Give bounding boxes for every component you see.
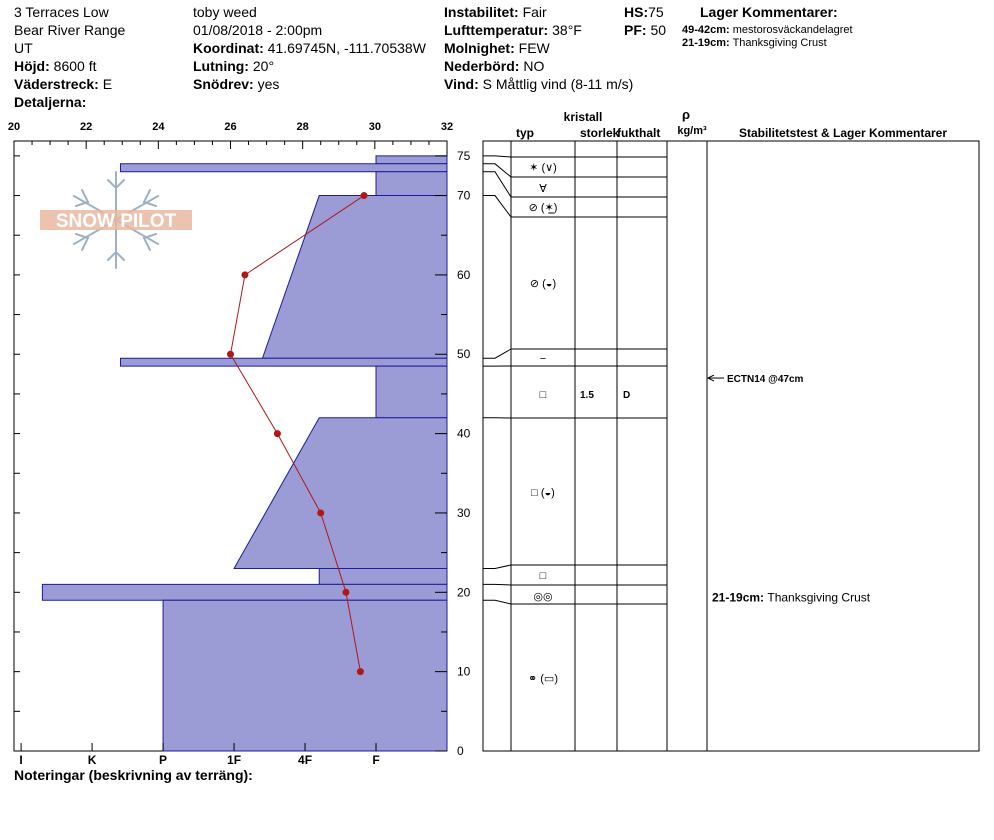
moisture-value: D [623,390,631,401]
hardness-layer-9 [163,600,447,751]
stability-header: Stabilitetstest & Lager Kommentarer [738,126,948,140]
layer-comments-title: Lager Kommentarer: [700,4,838,20]
moisture-header: fukthalt [617,126,661,140]
type-header: typ [516,126,534,140]
temp-tick-label: 20 [7,121,21,133]
clouds-value: FEW [518,40,550,56]
hardness-tick-label: 4F [298,753,313,767]
depth-tick-label: 30 [457,505,471,520]
hardness-layer-0 [376,156,447,164]
pf-value: 50 [650,22,667,38]
airtemp-value: 38°F [552,22,582,38]
depth-tick-label: 60 [457,267,471,282]
temperature-point [274,430,281,437]
depth-tick-label: 75 [457,148,471,163]
depth-tick-label: 10 [457,664,471,679]
location-name: 3 Terraces Low [14,4,109,20]
temperature-point [241,271,248,278]
crystal-type-symbol: ∀ [539,183,547,195]
temperature-point [361,192,368,199]
temp-tick-label: 28 [296,121,309,133]
hardness-layer-3 [262,196,447,359]
drift-label: Snödrev: [193,76,254,92]
layer-comment-1-depth: 49-42cm: [682,24,730,36]
table-comment-depth: 21-19cm: [712,590,768,605]
mountain-range: Bear River Range [14,22,126,38]
crystal-type-symbol: ⊘ (✶̲) [528,202,558,214]
crystal-header: kristall [563,110,603,124]
temp-tick-label: 22 [80,121,93,133]
hardness-tick-label: P [159,753,168,767]
observer: toby weed [193,4,257,20]
crystal-type-symbol: − [539,353,547,365]
hardness-tick-label: F [372,753,380,767]
table-layer-comment [712,590,871,604]
temp-tick-label: 30 [368,121,381,133]
layer-comment-2-text: Thanksgiving Crust [732,37,827,49]
airtemp-label: Lufttemperatur: [444,22,549,38]
temperature-point [357,668,364,675]
layer-comment-1-text: mestorosväckandelagret [732,24,853,36]
hs-label: HS: [624,4,649,20]
depth-tick-label: 20 [457,585,471,600]
pf-label: PF: [624,22,647,38]
aspect-label: Väderstreck: [14,76,99,92]
precip-label: Nederbörd: [444,58,520,74]
elevation-label: Höjd: [14,58,50,74]
hardness-layer-7 [319,568,447,584]
wind-label: Vind: [444,76,479,92]
layer-connector [483,196,511,217]
temperature-point [342,589,349,596]
hardness-layer-6 [234,418,447,569]
hardness-layer-4 [120,358,447,366]
layer-connector [483,584,511,585]
crystal-size-value: 1.5 [580,390,594,401]
coord-label: Koordinat: [193,40,264,56]
wind-value: S Måttlig vind (8-11 m/s) [482,76,634,92]
clouds-label: Molnighet: [444,40,515,56]
hs-value: 75 [648,4,664,20]
state: UT [14,40,33,56]
depth-tick-label: 70 [457,188,471,203]
hardness-tick-label: K [87,753,97,767]
depth-tick-label: 0 [457,744,464,758]
logo-text: SNOW PILOT [55,211,177,232]
crystal-type-symbol: ⊘ (◒) [529,278,557,290]
layer-connector [483,172,511,197]
crystal-type-symbol: ◎◎ [533,591,553,603]
layer-connector [483,600,511,604]
hardness-layer-5 [376,366,447,418]
hardness-tick-label: 1F [227,753,242,767]
crystal-type-symbol: ⚭ (▭) [528,673,558,685]
size-header: storlek [580,126,620,140]
depth-tick-label: 50 [457,347,471,362]
stability-label: Instabilitet: [444,4,519,20]
slope-value: 20° [252,58,275,74]
snow-pilot-logo [36,168,196,272]
crystal-type-symbol: □ (◒) [531,487,555,499]
hardness-tick-label: I [19,753,23,767]
stability-value: Fair [522,4,547,20]
drift-value: yes [257,76,280,92]
temp-tick-label: 26 [224,121,237,133]
layer-connector [483,156,511,157]
layer-comment-2-depth: 21-19cm: [682,37,730,49]
coord-value: 41.69745N, -111.70538W [267,40,426,56]
layer-connector [483,349,511,358]
details-label: Detaljerna: [14,94,87,110]
temp-tick-label: 24 [152,121,165,133]
notes-label: Noteringar (beskrivning av terräng): [14,767,253,783]
crystal-type-symbol: ✶ (∨) [529,162,557,174]
density-symbol: ρ [681,107,691,122]
slope-label: Lutning: [193,58,249,74]
elevation-value: 8600 ft [53,58,97,74]
density-unit: kg/m³ [677,125,707,137]
crystal-type-symbol: □ [539,570,547,582]
table-comment-text: Thanksgiving Crust [767,590,871,605]
stability-test-label: ECTN14 @47cm [727,374,804,386]
precip-value: NO [523,58,545,74]
layer-table-frame [483,141,979,751]
hardness-layer-8 [42,584,447,600]
aspect-value: E [102,76,113,92]
layer-connector [483,565,511,568]
temperature-point [317,509,324,516]
crystal-type-symbol: □ [539,389,547,401]
date-time: 01/08/2018 - 2:00pm [193,22,323,38]
temp-tick-label: 32 [440,121,454,133]
temperature-point [227,351,234,358]
depth-tick-label: 40 [457,426,471,441]
hardness-layer-2 [376,172,447,196]
